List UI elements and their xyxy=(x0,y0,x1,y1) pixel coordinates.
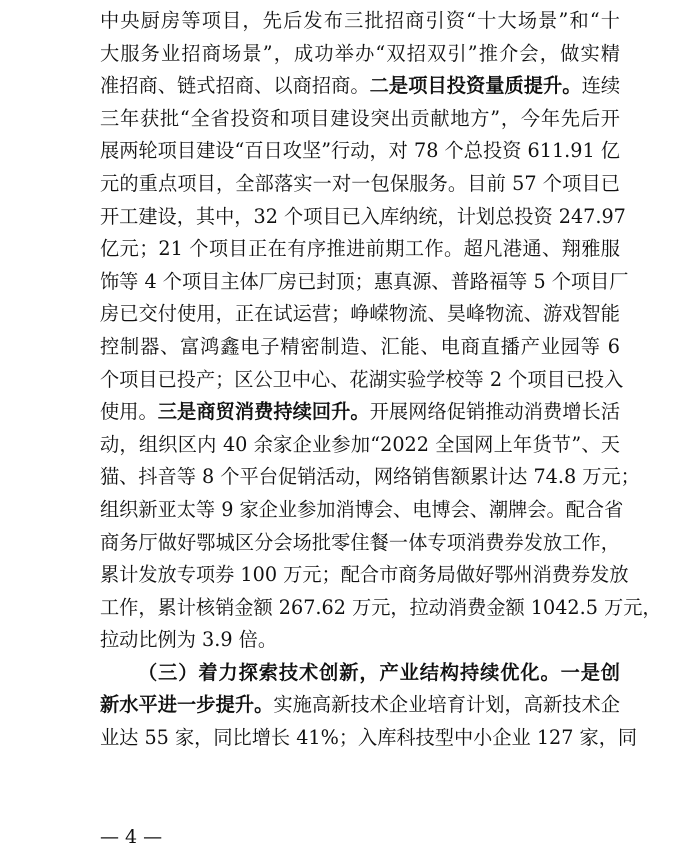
text-line: 中央厨房等项目，先后发布三批招商引资“十大场景”和“十 xyxy=(100,9,620,32)
text-line: 三年获批“全省投资和项目建设突出贡献地方”，今年先后开 xyxy=(100,106,620,130)
text-line: 准招商、链式招商、以商招商。二是项目投资量质提升。连续 xyxy=(100,74,621,98)
text-line: 展两轮项目建设“百日攻坚”行动，对 78 个总投资 611.91 亿 xyxy=(100,139,620,163)
text-line: 新水平进一步提升。实施高新技术企业培育计划，高新技术企 xyxy=(100,693,621,717)
bold-heading: 三是商贸消费持续回升。 xyxy=(157,400,370,424)
text-line: 累计发放专项券 100 万元；配合市商务局做好鄂州消费券发放 xyxy=(100,563,629,587)
text-line: 猫、抖音等 8 个平台促销活动，网络销售额累计达 74.8 万元； xyxy=(100,465,640,489)
text-line: 亿元；21 个项目正在有序推进前期工作。超凡港通、翔雅服 xyxy=(100,237,620,261)
text-line: 房已交付使用，正在试运营；峥嵘物流、昊峰物流、游戏智能 xyxy=(100,302,620,326)
text-line: 拉动比例为 3.9 倍。 xyxy=(100,628,278,652)
text-line: （三）着力探索技术创新，产业结构持续优化。一是创 xyxy=(138,660,620,684)
text-line: 商务厅做好鄂城区分会场批零住餐一体专项消费券发放工作， xyxy=(100,530,620,554)
page-number-footer: — 4 — xyxy=(100,826,163,848)
text-line: 大服务业招商场景”，成功举办“双招双引”推介会，做实精 xyxy=(100,41,620,65)
text-line: 个项目已投产；区公卫中心、花湖实验学校等 2 个项目已投入 xyxy=(100,367,624,391)
document-page xyxy=(100,0,662,755)
bold-heading: 二是项目投资量质提升。 xyxy=(369,74,582,98)
text-line: 工作，累计核销金额 267.62 万元，拉动消费金额 1042.5 万元， xyxy=(100,595,662,619)
text-line: 使用。三是商贸消费持续回升。开展网络促销推动消费增长活 xyxy=(100,400,621,424)
text-line: 开工建设，其中，32 个项目已入库纳统，计划总投资 247.97 xyxy=(100,204,626,228)
bold-heading: 新水平进一步提升。 xyxy=(100,693,274,717)
text-line: 饰等 4 个项目主体厂房已封顶；惠真源、普路福等 5 个项目厂 xyxy=(100,269,629,293)
text-line: 组织新亚太等 9 家企业参加消博会、电博会、潮牌会。配合省 xyxy=(100,497,624,521)
text-line: 控制器、富鸿鑫电子精密制造、汇能、电商直播产业园等 6 xyxy=(100,334,620,358)
text-line: 元的重点项目，全部落实一对一包保服务。目前 57 个项目已 xyxy=(100,171,620,195)
text-line: 业达 55 家，同比增长 41%；入库科技型中小企业 127 家，同 xyxy=(100,726,638,750)
text-line: 动，组织区内 40 余家企业参加“2022 全国网上年货节”、天 xyxy=(100,432,620,456)
